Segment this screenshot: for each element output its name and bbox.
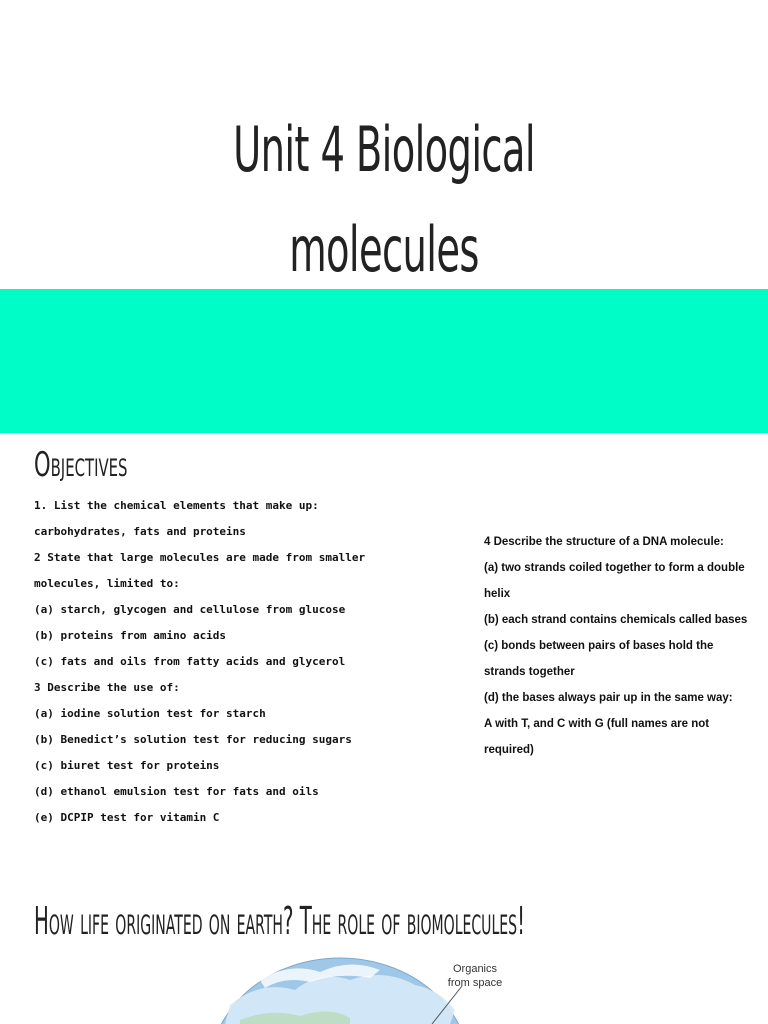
objective-line: (b) Benedict’s solution test for reducing sugars bbox=[34, 733, 352, 746]
objective-line: A with T, and C with G (full names are not bbox=[484, 718, 710, 730]
figure-label-line: from space bbox=[447, 977, 503, 989]
objective-line: 1. List the chemical elements that make up: bbox=[34, 499, 319, 512]
objective-line: 2 State that large molecules are made from smaller bbox=[34, 551, 366, 564]
figure-label-line: Organics bbox=[452, 963, 498, 975]
objective-line: (c) biuret test for proteins bbox=[34, 759, 220, 772]
objective-line: required) bbox=[484, 744, 534, 756]
objective-line: (a) two strands coiled together to form a double bbox=[484, 562, 745, 574]
objective-line: helix bbox=[484, 588, 511, 600]
figure-label bbox=[440, 962, 510, 990]
objectives-heading: Objectives bbox=[34, 445, 128, 485]
objective-line: 4 Describe the structure of a DNA molecule: bbox=[484, 536, 724, 548]
objective-line: molecules, limited to: bbox=[34, 577, 180, 590]
objective-line: (d) ethanol emulsion test for fats and oils bbox=[34, 785, 319, 798]
objectives-list-right bbox=[484, 529, 759, 763]
objective-line: (d) the bases always pair up in the same way: bbox=[484, 692, 733, 704]
objective-line: (c) bonds between pairs of bases hold the bbox=[484, 640, 714, 652]
objectives-list-left bbox=[34, 493, 454, 831]
objective-line: (b) proteins from amino acids bbox=[34, 629, 227, 642]
origin-heading: How life originated on earth? The role of biomolecules! bbox=[34, 899, 525, 943]
objective-line: (a) starch, glycogen and cellulose from glucose bbox=[34, 603, 346, 616]
objective-line: carbohydrates, fats and proteins bbox=[34, 525, 246, 538]
objective-line: 3 Describe the use of: bbox=[34, 681, 180, 694]
accent-band bbox=[0, 289, 768, 433]
slide-title: Unit 4 Biological molecules bbox=[233, 113, 535, 286]
objective-line: strands together bbox=[484, 666, 575, 678]
objective-line: (b) each strand contains chemicals called bases bbox=[484, 614, 748, 626]
objective-line: (a) iodine solution test for starch bbox=[34, 707, 266, 720]
objective-line: (c) fats and oils from fatty acids and glycerol bbox=[34, 655, 346, 668]
objective-line: (e) DCPIP test for vitamin C bbox=[34, 811, 220, 824]
